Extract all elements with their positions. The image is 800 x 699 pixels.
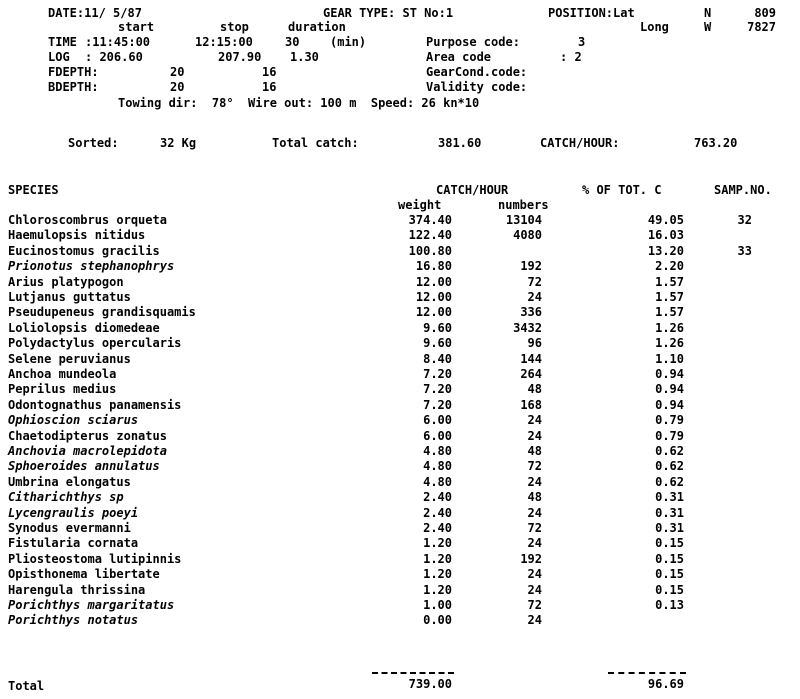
species-name: Fistularia cornata	[8, 536, 139, 551]
pct-value: 0.79	[655, 428, 684, 443]
lat-hemisphere: N	[704, 6, 712, 20]
weight-value: 2.40	[423, 521, 452, 535]
species-name: Loliolopsis diomedeae	[8, 320, 160, 335]
pct-value: 1.57	[655, 290, 684, 304]
numbers-value: 72	[527, 274, 542, 289]
weight-value: 16.80	[415, 259, 452, 274]
weight-value: 7.20	[423, 397, 452, 412]
pct-value: 2.20	[655, 259, 684, 274]
numbers-value: 4080	[513, 228, 542, 243]
pct-value: 1.10	[655, 351, 684, 366]
weight-value: 1.20	[423, 582, 452, 597]
long-value: 7827	[747, 20, 776, 34]
numbers-value: 144	[520, 351, 542, 366]
sorted-label: Sorted:	[68, 136, 119, 150]
catch-per-hour-label: CATCH/HOUR:	[540, 136, 620, 150]
sample-number: 33	[737, 243, 752, 258]
pct-value: 0.94	[655, 367, 684, 381]
bdepth-start: 20	[170, 80, 185, 94]
numbers-value: 24	[527, 613, 542, 628]
purpose-label: Purpose code:	[426, 35, 520, 49]
area-label: Area code	[426, 50, 492, 64]
total-weight: 739.00	[408, 677, 452, 691]
pct-value: 0.94	[655, 382, 684, 397]
weight-value: 12.00	[415, 274, 452, 289]
weight-value: 1.20	[423, 567, 452, 582]
numbers-value: 192	[520, 551, 542, 566]
numbers-value: 72	[527, 598, 542, 612]
total-pct: 96.69	[647, 677, 684, 691]
numbers-value: 192	[520, 259, 542, 274]
species-name: Porichthys margaritatus	[8, 598, 175, 612]
pct-value: 0.15	[655, 567, 684, 582]
log-difference: 1.30	[290, 50, 319, 64]
weight-total-rule	[372, 672, 454, 674]
col-start-label: start	[118, 20, 155, 34]
weight-value: 12.00	[415, 290, 452, 304]
numbers-value: 168	[520, 397, 542, 412]
pct-value: 0.31	[655, 490, 684, 505]
pct-value: 1.57	[655, 305, 684, 320]
species-name: Ophioscion sciarus	[8, 413, 139, 428]
numbers-value: 24	[527, 582, 542, 597]
species-name: Peprilus medius	[8, 382, 117, 397]
numbers-value: 72	[527, 459, 542, 474]
numbers-value: 3432	[513, 320, 542, 335]
numbers-value: 24	[527, 567, 542, 582]
weight-value: 0.00	[423, 613, 452, 628]
samp-column-header: SAMP.NO.	[714, 183, 772, 197]
time-duration: 30	[285, 35, 300, 49]
log-label: LOG	[48, 50, 70, 64]
species-name: Harengula thrissina	[8, 582, 146, 597]
numbers-value: 48	[527, 444, 542, 458]
numbers-value: 24	[527, 413, 542, 428]
species-column-header: SPECIES	[8, 183, 59, 197]
species-name: Prionotus stephanophrys	[8, 259, 175, 274]
numbers-value: 24	[527, 536, 542, 551]
pct-value: 0.15	[655, 551, 684, 566]
weight-value: 9.60	[423, 320, 452, 335]
species-name: Sphoeroides annulatus	[8, 459, 160, 474]
weight-value: 4.80	[423, 474, 452, 489]
bdepth-label: BDEPTH:	[48, 80, 99, 94]
purpose-value: 3	[578, 35, 586, 49]
weight-value: 8.40	[423, 351, 452, 366]
fdepth-start: 20	[170, 65, 185, 79]
species-name: Anchovia macrolepidota	[8, 444, 167, 458]
species-name: Anchoa mundeola	[8, 367, 117, 381]
weight-value: 4.80	[423, 459, 452, 474]
numbers-value: 48	[527, 490, 542, 505]
pct-value: 1.26	[655, 320, 684, 335]
pct-value: 0.15	[655, 536, 684, 551]
col-duration-label: duration	[288, 20, 346, 34]
weight-value: 12.00	[415, 305, 452, 320]
species-name: Chaetodipterus zonatus	[8, 428, 167, 443]
bdepth-stop: 16	[262, 80, 277, 94]
time-label: TIME	[48, 35, 77, 49]
weight-value: 122.40	[408, 228, 452, 243]
weight-value: 374.40	[408, 213, 452, 227]
catch-per-hour-value: 763.20	[694, 136, 738, 150]
pct-value: 0.31	[655, 521, 684, 535]
pct-value: 0.79	[655, 413, 684, 428]
pct-value: 1.57	[655, 274, 684, 289]
sample-number: 32	[737, 213, 752, 227]
pct-value: 0.94	[655, 397, 684, 412]
towing-line: Towing dir: 78° Wire out: 100 m Speed: 26 kn*10	[118, 96, 480, 110]
species-name: Synodus evermanni	[8, 521, 131, 535]
weight-value: 9.60	[423, 336, 452, 351]
species-name: Haemulopsis nitidus	[8, 228, 146, 243]
species-name: Opisthonema libertate	[8, 567, 160, 582]
pct-value: 13.20	[647, 243, 684, 258]
species-name: Arius platypogon	[8, 274, 124, 289]
time-start: :11:45:00	[85, 35, 151, 49]
species-name: Eucinostomus gracilis	[8, 243, 160, 258]
pct-value: 0.62	[655, 459, 684, 474]
total-catch-value: 381.60	[438, 136, 482, 150]
species-name: Chloroscombrus orqueta	[8, 213, 167, 227]
species-name: Pseudupeneus grandisquamis	[8, 305, 196, 320]
pct-value: 0.31	[655, 505, 684, 520]
numbers-value: 48	[527, 382, 542, 397]
species-name: Umbrina elongatus	[8, 474, 131, 489]
pct-value: 1.26	[655, 336, 684, 351]
gear-type-field: GEAR TYPE: ST No:1	[323, 6, 454, 20]
species-name: Citharichthys sp	[8, 490, 124, 505]
date-field: DATE:11/ 5/87	[48, 6, 142, 20]
weight-value: 6.00	[423, 413, 452, 428]
weight-value: 2.40	[423, 505, 452, 520]
numbers-value: 72	[527, 521, 542, 535]
species-name: Polydactylus opercularis	[8, 336, 182, 351]
long-hemisphere: W	[704, 20, 712, 34]
gearcond-label: GearCond.code:	[426, 65, 528, 79]
long-label: Long	[640, 20, 669, 34]
log-stop: 207.90	[218, 50, 262, 64]
weight-subheader: weight	[398, 198, 442, 212]
fdepth-label: FDEPTH:	[48, 65, 99, 79]
sorted-value: 32 Kg	[160, 136, 197, 150]
numbers-value: 13104	[505, 213, 542, 227]
pct-value: 0.62	[655, 474, 684, 489]
species-name: Selene peruvianus	[8, 351, 131, 366]
pct-value: 49.05	[647, 213, 684, 227]
numbers-value: 24	[527, 428, 542, 443]
weight-value: 4.80	[423, 444, 452, 458]
species-name: Lycengraulis poeyi	[8, 505, 139, 520]
weight-value: 100.80	[408, 243, 452, 258]
time-stop: 12:15:00	[195, 35, 253, 49]
total-catch-label: Total catch:	[272, 136, 359, 150]
weight-value: 7.20	[423, 382, 452, 397]
numbers-value: 24	[527, 505, 542, 520]
weight-value: 6.00	[423, 428, 452, 443]
position-label: POSITION:Lat	[548, 6, 635, 20]
weight-value: 1.20	[423, 536, 452, 551]
time-unit: (min)	[330, 35, 367, 49]
catch-hour-column-header: CATCH/HOUR	[436, 183, 509, 197]
species-name: Pliosteostoma lutipinnis	[8, 551, 182, 566]
species-name: Odontognathus panamensis	[8, 397, 182, 412]
pct-value: 16.03	[647, 228, 684, 243]
species-name: Lutjanus guttatus	[8, 290, 131, 304]
fdepth-stop: 16	[262, 65, 277, 79]
weight-value: 1.20	[423, 551, 452, 566]
numbers-subheader: numbers	[498, 198, 549, 212]
validity-label: Validity code:	[426, 80, 528, 94]
numbers-value: 96	[527, 336, 542, 351]
species-name: Porichthys notatus	[8, 613, 139, 628]
col-stop-label: stop	[220, 20, 249, 34]
pct-total-rule	[608, 672, 686, 674]
numbers-value: 264	[520, 367, 542, 381]
weight-value: 1.00	[423, 598, 452, 612]
numbers-value: 336	[520, 305, 542, 320]
log-start: : 206.60	[85, 50, 143, 64]
numbers-value: 24	[527, 474, 542, 489]
pct-value: 0.15	[655, 582, 684, 597]
total-label: Total	[8, 679, 45, 693]
weight-value: 2.40	[423, 490, 452, 505]
weight-value: 7.20	[423, 367, 452, 381]
lat-value: 809	[754, 6, 776, 20]
pct-value: 0.62	[655, 444, 684, 458]
numbers-value: 24	[527, 290, 542, 304]
pct-column-header: % OF TOT. C	[582, 183, 662, 197]
pct-value: 0.13	[655, 598, 684, 612]
area-value: : 2	[560, 50, 582, 64]
